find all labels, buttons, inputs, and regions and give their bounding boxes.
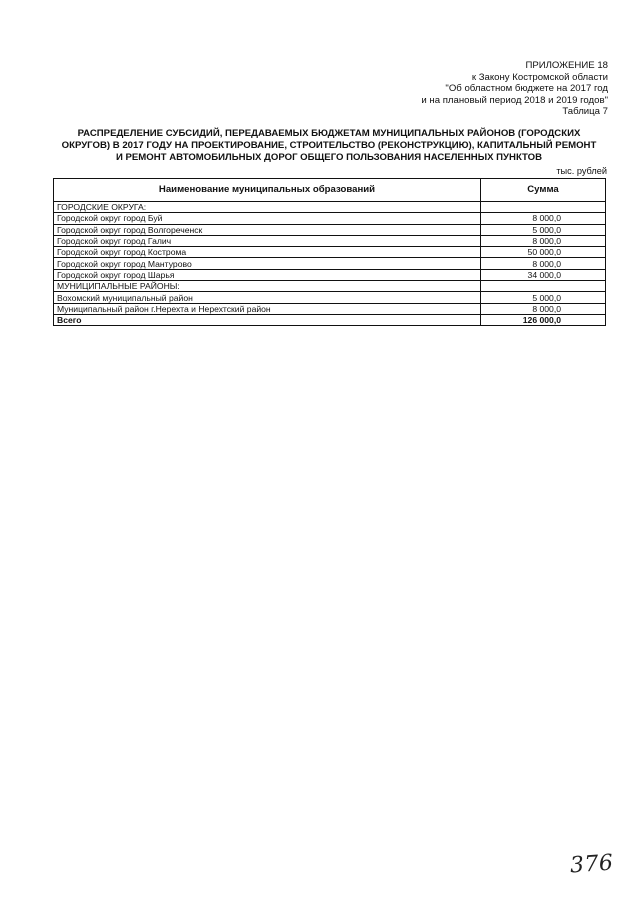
column-header-sum: Сумма: [481, 179, 606, 202]
table-row: [54, 224, 606, 235]
total-sum: 126 000,0: [481, 314, 606, 325]
table-row: [54, 247, 606, 258]
handwritten-page-number: 376: [569, 850, 615, 879]
row-name: Муниципальный район г.Нерехта и Нерехтский район: [54, 303, 481, 314]
total-row: [54, 314, 606, 325]
appendix-label: ПРИЛОЖЕНИЕ 18: [525, 60, 608, 71]
row-sum: 8 000,0: [481, 213, 606, 224]
table-row: [54, 258, 606, 269]
row-sum: 8 000,0: [481, 303, 606, 314]
table-header-row: [54, 179, 606, 202]
row-name: Городской округ город Буй: [54, 213, 481, 224]
row-name: Городской округ город Мантурово: [54, 258, 481, 269]
table-number: Таблица 7: [562, 106, 608, 117]
row-sum: 8 000,0: [481, 235, 606, 246]
row-name: Городской округ город Галич: [54, 235, 481, 246]
row-sum: 5 000,0: [481, 224, 606, 235]
title-line-3: И РЕМОНТ АВТОМОБИЛЬНЫХ ДОРОГ ОБЩЕГО ПОЛЬЗОВАНИЯ НАСЕЛЕННЫХ ПУНКТОВ: [115, 151, 543, 163]
law-reference: к Закону Костромской области: [471, 71, 608, 83]
row-sum: 34 000,0: [481, 269, 606, 280]
row-sum: 50 000,0: [481, 247, 606, 258]
title-line-1: РАСПРЕДЕЛЕНИЕ СУБСИДИЙ, ПЕРЕДАВАЕМЫХ БЮДЖЕТАМ МУНИЦИПАЛЬНЫХ РАЙОНОВ (ГОРОДСКИХ: [77, 128, 581, 139]
table-row: [54, 292, 606, 303]
law-title-line-2: и на плановый период 2018 и 2019 годов": [421, 94, 608, 106]
table-row: [54, 269, 606, 280]
group-row-city-districts: [54, 202, 606, 213]
empty-cell: [481, 281, 606, 292]
group-label: МУНИЦИПАЛЬНЫЕ РАЙОНЫ:: [54, 281, 481, 292]
empty-cell: [481, 202, 606, 213]
title-line-2: ОКРУГОВ) В 2017 ГОДУ НА ПРОЕКТИРОВАНИЕ, СТРОИТЕЛЬСТВО (РЕКОНСТРУКЦИЮ), КАПИТАЛЬНЫЙ РЕМОНТ: [61, 139, 597, 151]
row-name: Городской округ город Кострома: [54, 247, 481, 258]
law-title-line-1: "Об областном бюджете на 2017 год: [445, 83, 608, 94]
row-name: Городской округ город Шарья: [54, 269, 481, 280]
column-header-name: Наименование муниципальных образований: [54, 179, 481, 202]
row-name: Городской округ город Волгореченск: [54, 224, 481, 235]
document-title: [55, 128, 603, 163]
table-row: [54, 213, 606, 224]
subsidy-table: [53, 178, 606, 326]
appendix-header: [421, 60, 608, 118]
table-row: [54, 235, 606, 246]
group-row-municipal-districts: [54, 281, 606, 292]
row-sum: 8 000,0: [481, 258, 606, 269]
row-name: Вохомский муниципальный район: [54, 292, 481, 303]
row-sum: 5 000,0: [481, 292, 606, 303]
total-label: Всего: [54, 314, 481, 325]
table-row: [54, 303, 606, 314]
group-label: ГОРОДСКИЕ ОКРУГА:: [54, 202, 481, 213]
units-label: тыс. рублей: [556, 166, 607, 176]
